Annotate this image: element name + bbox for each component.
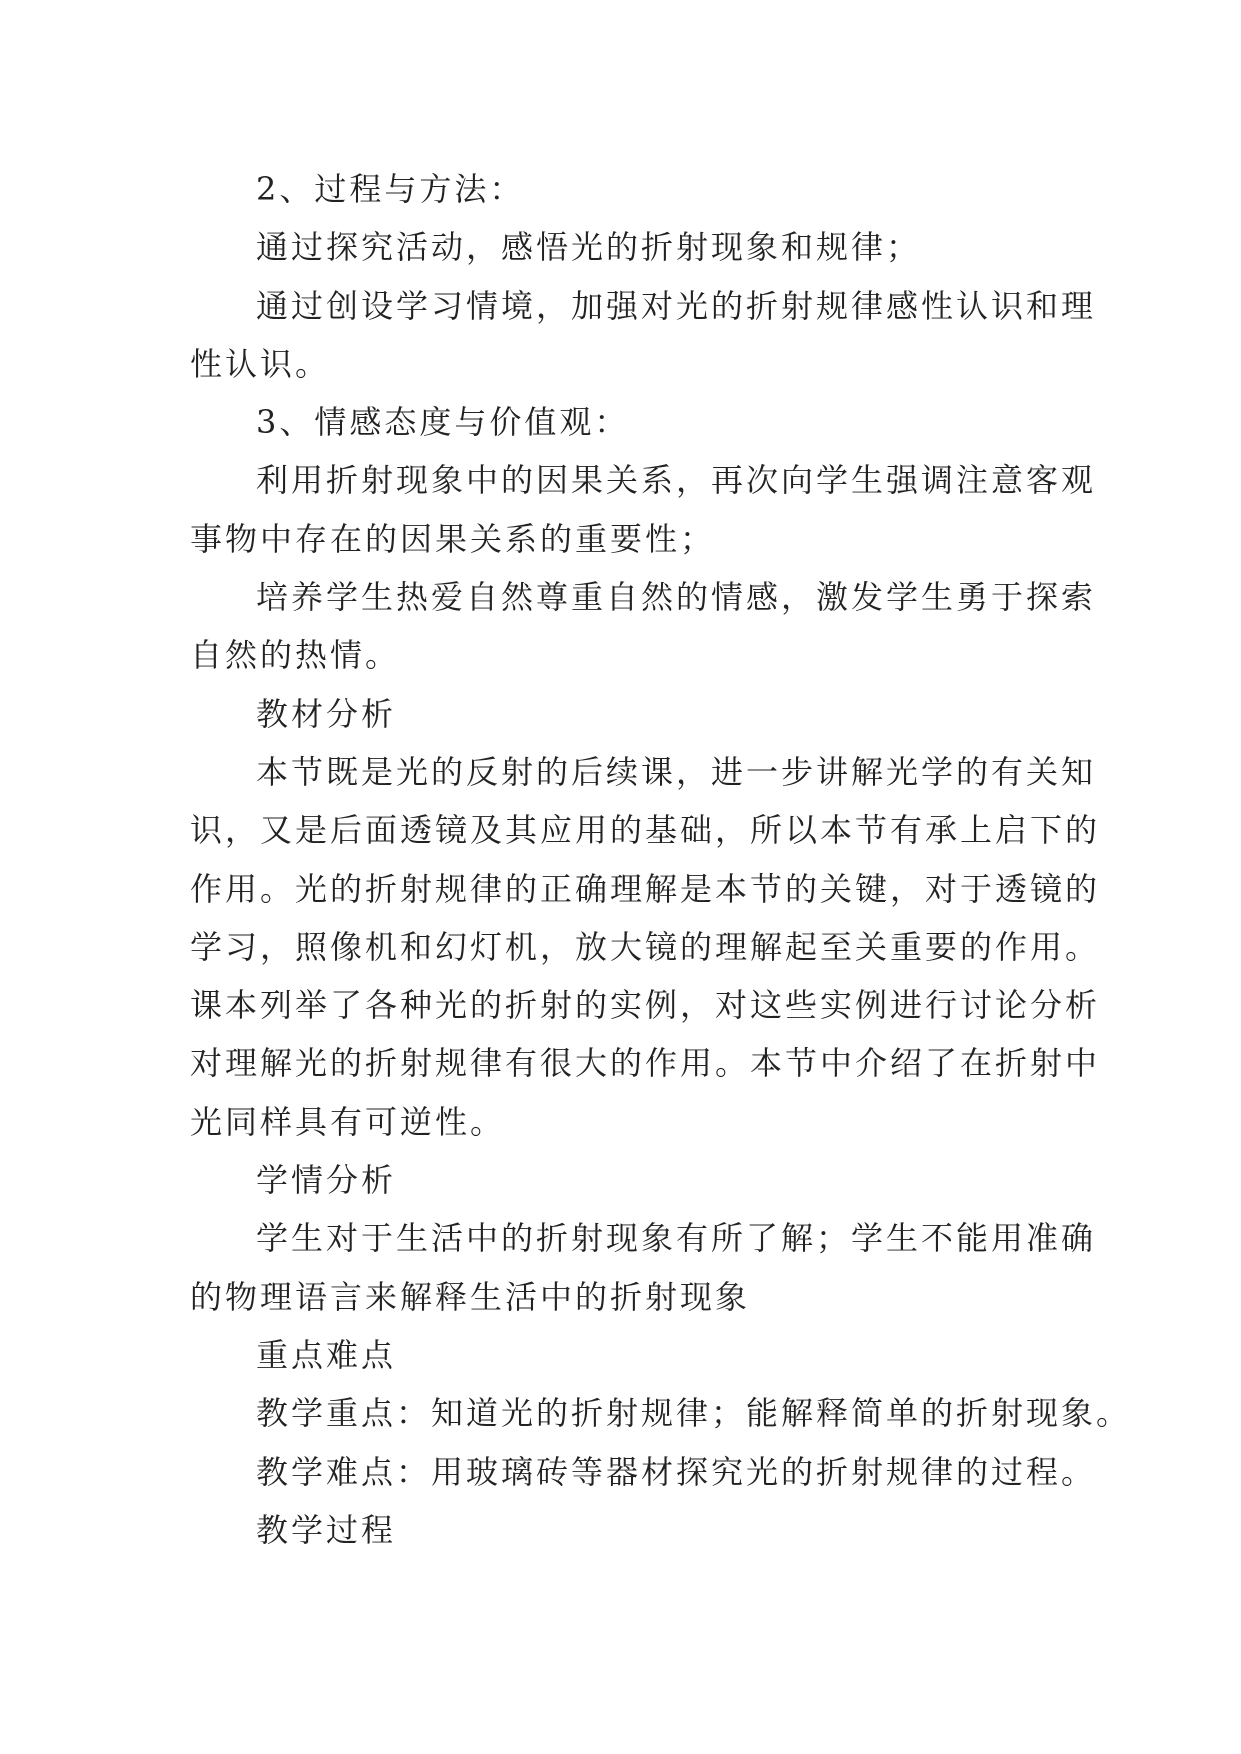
paragraph-line: 培养学生热爱自然尊重自然的情感，激发学生勇于探索 <box>256 578 1097 617</box>
paragraph-line: 自然的热情。 <box>190 636 401 675</box>
paragraph-line: 事物中存在的因果关系的重要性； <box>190 519 716 558</box>
document-body <box>190 160 1132 1559</box>
paragraph-line: 通过创设学习情境，加强对光的折射规律感性认识和理 <box>256 286 1097 325</box>
paragraph-line: 教学难点：用玻璃砖等器材探究光的折射规律的过程。 <box>256 1452 1097 1491</box>
paragraph-line: 本节既是光的反射的后续课，进一步讲解光学的有关知 <box>256 752 1097 791</box>
section-heading-emotion-values: 3、情感态度与价值观： <box>256 403 630 442</box>
section-heading-textbook-analysis: 教材分析 <box>256 694 397 733</box>
paragraph-line: 光同样具有可逆性。 <box>190 1102 506 1141</box>
paragraph-line: 作用。光的折射规律的正确理解是本节的关键，对于透镜的 <box>190 869 1101 908</box>
paragraph-line: 识，又是后面透镜及其应用的基础，所以本节有承上启下的 <box>190 811 1101 850</box>
paragraph-line: 性认识。 <box>190 344 331 383</box>
paragraph-line: 通过探究活动，感悟光的折射现象和规律； <box>256 228 922 267</box>
paragraph-line: 对理解光的折射规律有很大的作用。本节中介绍了在折射中 <box>190 1044 1101 1083</box>
paragraph-line: 学习，照像机和幻灯机，放大镜的理解起至关重要的作用。 <box>190 927 1101 966</box>
paragraph-line: 学生对于生活中的折射现象有所了解；学生不能用准确 <box>256 1219 1097 1258</box>
paragraph-line: 的物理语言来解释生活中的折射现象 <box>190 1277 751 1316</box>
paragraph-line: 课本列举了各种光的折射的实例，对这些实例进行讨论分析 <box>190 986 1101 1025</box>
section-heading-student-analysis: 学情分析 <box>256 1161 397 1200</box>
section-heading-key-difficult-points: 重点难点 <box>256 1335 397 1374</box>
section-heading-teaching-process: 教学过程 <box>256 1510 397 1549</box>
paragraph-line: 利用折射现象中的因果关系，再次向学生强调注意客观 <box>256 461 1097 500</box>
section-heading-process-method: 2、过程与方法： <box>256 170 525 208</box>
paragraph-line: 教学重点：知道光的折射规律；能解释简单的折射现象。 <box>256 1394 1132 1433</box>
